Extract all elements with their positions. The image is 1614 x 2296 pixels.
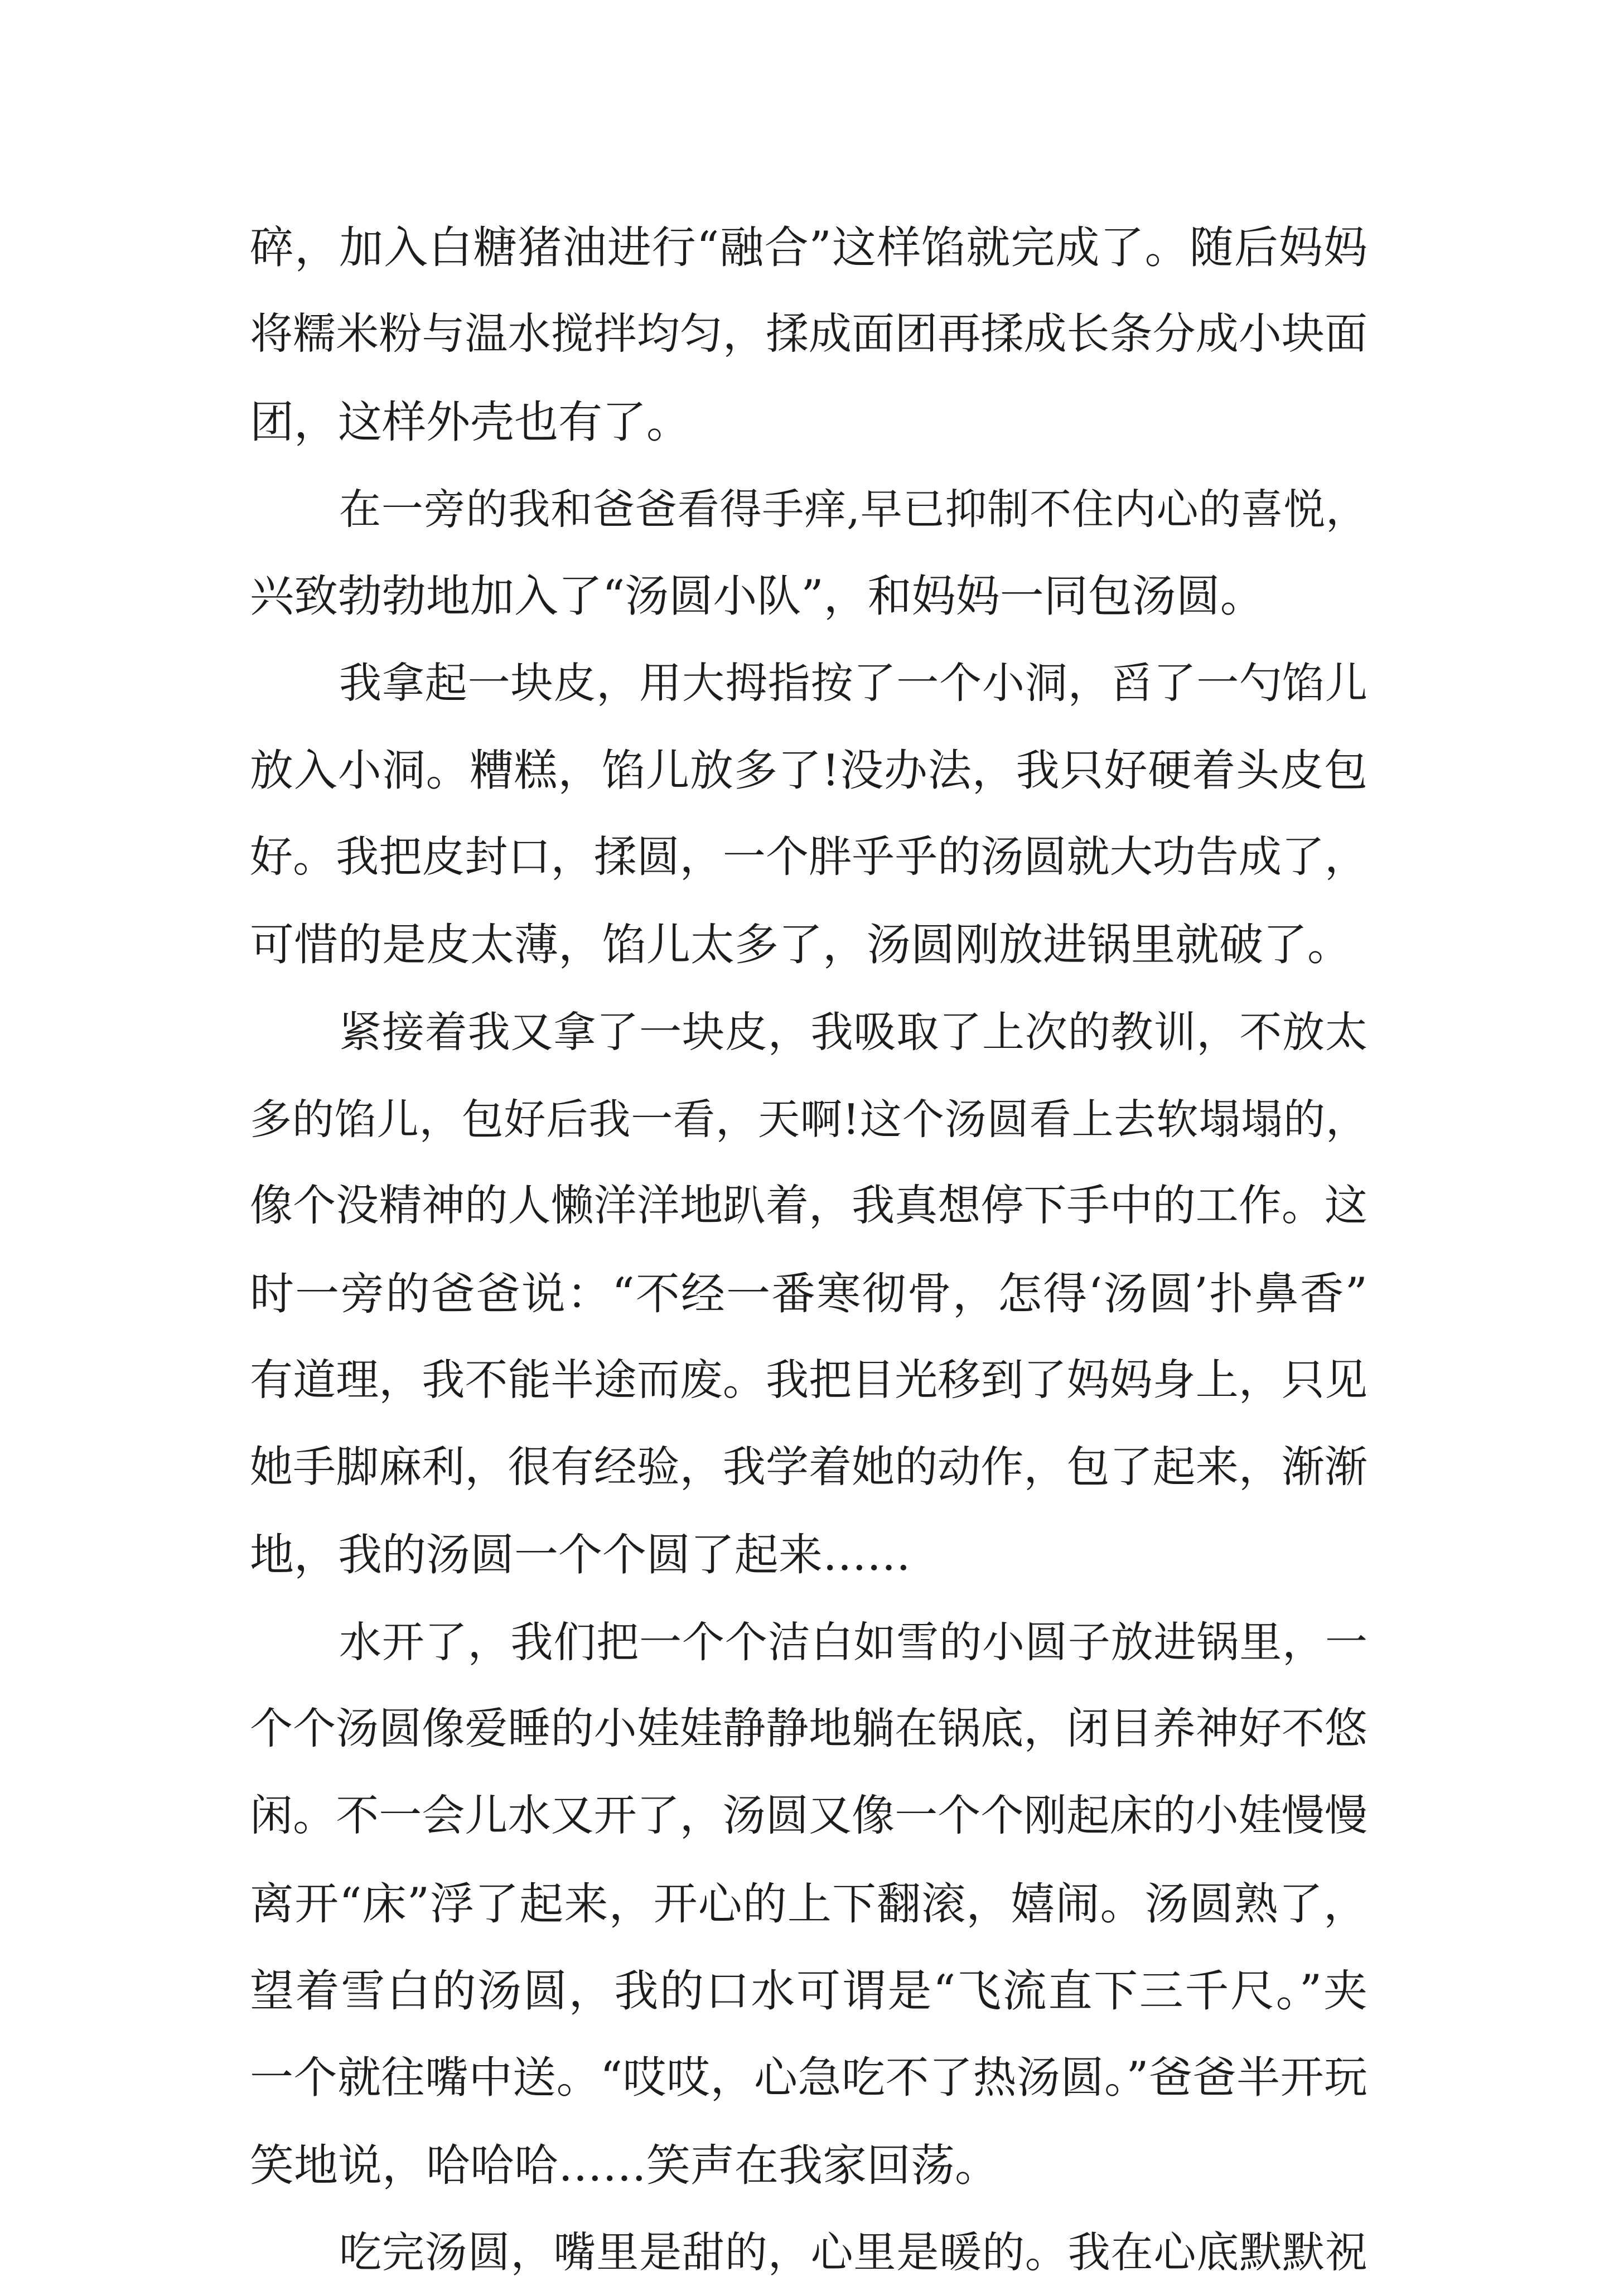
text-line: 将糯米粉与温水搅拌均匀，揉成面团再揉成长条分成小块面 bbox=[250, 310, 1367, 360]
text-line: 笑地说，哈哈哈……笑声在我家回荡。 bbox=[250, 2139, 999, 2191]
text-line: 可惜的是皮太薄，馅儿太多了，汤圆刚放进锅里就破了。 bbox=[250, 919, 1351, 971]
text-line: 兴致勃勃地加入了“汤圆小队”，和妈妈一同包汤圆。 bbox=[250, 571, 1264, 622]
text-line: 像个没精神的人懒洋洋地趴着，我真想停下手中的工作。这 bbox=[250, 1181, 1367, 1231]
text-line: 有道理，我不能半途而废。我把目光移到了妈妈身上，只见 bbox=[250, 1355, 1367, 1405]
text-line: 地，我的汤圆一个个圆了起来…… bbox=[250, 1529, 911, 1581]
body-text bbox=[250, 204, 1367, 2296]
text-line: 离开“床”浮了起来，开心的上下翻滚，嬉闹。汤圆熟了， bbox=[250, 1878, 1367, 1930]
text-line: 我拿起一块皮，用大拇指按了一个小洞，舀了一勺馅儿 bbox=[339, 658, 1367, 708]
text-line: 水开了，我们把一个个洁白如雪的小圆子放进锅里，一 bbox=[339, 1617, 1367, 1667]
text-line: 闲。不一会儿水又开了，汤圆又像一个个刚起床的小娃慢慢 bbox=[250, 1791, 1367, 1841]
text-line: 时一旁的爸爸说：“不经一番寒彻骨，怎得‘汤圆’扑鼻香” bbox=[250, 1268, 1367, 1319]
text-line: 望着雪白的汤圆，我的口水可谓是“飞流直下三千尺。”夹 bbox=[250, 1965, 1367, 2017]
text-line: 个个汤圆像爱睡的小娃娃静静地躺在锅底，闭目养神好不悠 bbox=[250, 1704, 1367, 1754]
text-line: 好。我把皮封口，揉圆，一个胖乎乎的汤圆就大功告成了， bbox=[250, 833, 1367, 883]
text-line: 她手脚麻利，很有经验，我学着她的动作，包了起来，渐渐 bbox=[250, 1443, 1367, 1493]
text-line: 团，这样外壳也有了。 bbox=[250, 396, 690, 448]
text-line: 放入小洞。糟糕，馅儿放多了!没办法，我只好硬着头皮包 bbox=[250, 745, 1367, 796]
text-line: 紧接着我又拿了一块皮，我吸取了上次的教训，不放太 bbox=[339, 1007, 1367, 1057]
text-line: 多的馅儿，包好后我一看，天啊!这个汤圆看上去软塌塌的， bbox=[250, 1094, 1367, 1144]
text-line: 吃完汤圆，嘴里是甜的，心里是暖的。我在心底默默祝 bbox=[339, 2227, 1367, 2277]
text-line: 一个就往嘴中送。“哎哎，心急吃不了热汤圆。”爸爸半开玩 bbox=[250, 2053, 1367, 2104]
text-line: 在一旁的我和爸爸看得手痒,早已抑制不住内心的喜悦， bbox=[339, 484, 1367, 534]
text-line: 碎，加入白糖猪油进行“融合”这样馅就完成了。随后妈妈 bbox=[250, 222, 1367, 273]
